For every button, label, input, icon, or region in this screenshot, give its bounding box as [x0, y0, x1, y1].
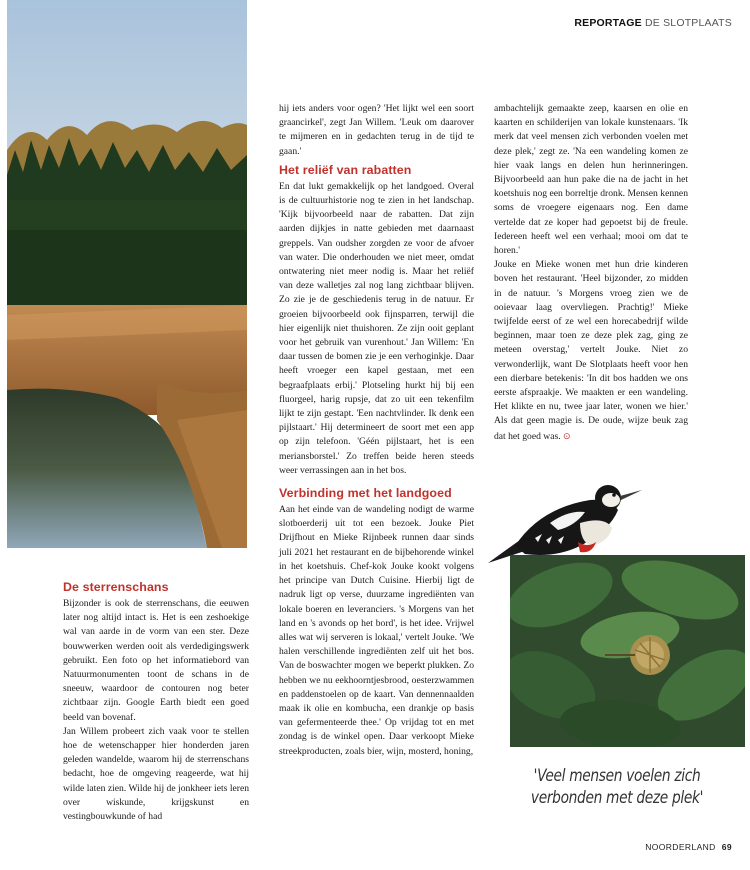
section-title: DE SLOTPLAATS: [644, 17, 732, 29]
paragraph: [494, 258, 688, 444]
column-2: [279, 102, 474, 759]
end-mark-icon: ⊙: [563, 430, 571, 441]
paragraph: En dat lukt gemakkelijk op het landgoed. Overal is de cultuurhistorie nog te zien in het landschap. 'Kijk bijvoorbeeld naar de rabatten. Dat zijn aarden dijkjes in natte gebieden met daarnaast greppels. Van oudsher zorgden ze voor de afvoer van water. Die onderhouden we niet meer, omdat ontwatering niet meer nodig is. Maar het reliëf van deze walletjes zal nog lang zichtbaar blijven. Zo zie je de geschiedenis terug in de natuur. Er groeien bijvoorbeeld ook fijnsparren, terwijl die hier eigenlijk niet thuishoren. Ze zijn ooit geplant voor het gebruik van vurenhout.' Jan Willem: 'En daar tussen de bomen zie je een verhoginkje. Daar heeft vroeger een kapel gestaan, met een begraafplaats erbij.' Plotseling hurkt hij bij een fluorgeel, harig rupsje, dat zo uit een tekenfilm lijkt te zijn gestapt. 'Een nachtvlinder. Ik denk een pijlstaart.' Hij determineert de soort met een app op zijn telefoon. 'Géén pijlstaart, het is een meriansborstel.' Zo treffen beide heren steeds weer verrassingen aan in het bos.: [279, 180, 474, 476]
column-1: [63, 576, 249, 824]
heading-relief-van-rabatten: Het reliëf van rabatten: [279, 162, 412, 177]
beech-leaves-photo: [510, 555, 745, 747]
paragraph-text: Jouke en Mieke wonen met hun drie kinderen boven het restaurant. 'Heel bijzonder, zo midden in de natuur. 's Morgens vroeg zien we de ooievaar laag overvliegen. Prachtig!' Mieke twijfelde eerst of ze wel een horecabedrijf wilde beginnen, maar toen ze deze plek zag, ging ze meteen overstag,' vertelt Jouke. Niet zo verwonderlijk, want De Slotplaats heeft voor hen een dierbare betekenis: 'In dit bos hadden we ons eerste afspraakje. We maakten er een wandeling. Het klikte en nu, twee jaar later, wonen we hier.' Als dat geen magie is. De oude, wijze beuk zag dat het goed was.: [494, 259, 688, 442]
paragraph: Jan Willem probeert zich vaak voor te stellen hoe de wetenschapper hier honderden jaren geleden wandelde, waarom hij de sterrenschans bedacht, hoe de omgeving reageerde, wat hij wilde laten zien. Wilde hij de jonkheer iets leren over wiskunde, krijgskunst en vestingbouwkunde of had: [63, 725, 249, 823]
paragraph: ambachtelijk gemaakte zeep, kaarsen en olie en kaarten en schilderijen van lokale kunstenaars. 'Ik merk dat veel mensen zich verbonden voelen met deze plek,' zegt ze. 'Na een wandeling komen ze hier vaak langs en delen hun herinneringen. Bijvoorbeeld aan hun pake die na de jacht in het koetshuis nog een borreltje dronk. Mensen kennen soms de vroegere eigenaars nog. Een dame vertelde dat ze koper had gepoetst bij de freule. Iedereen heeft wel een verhaal; mooi om dat te horen.': [494, 103, 688, 257]
pull-quote: 'Veel mensen voelen zich verbonden met deze plek': [530, 765, 704, 807]
woodpecker-photo: [480, 468, 650, 568]
paragraph: hij iets anders voor ogen? 'Het lijkt wel een soort graancirkel', zegt Jan Willem. 'Leuk om daarover te mijmeren en in gedachten terug in de tijd te gaan.': [279, 103, 474, 157]
column-3: [494, 102, 688, 444]
heading-sterrenschans: De sterrenschans: [63, 580, 169, 594]
paragraph: Aan het einde van de wandeling nodigt de warme slotboerderij uit tot een bezoek. Jouke Piet Drijfhout en Mieke Rijnbeek runnen daar sinds juli 2021 het restaurant en de bijbehorende winkel in het koetshuis. Chef-kok Jouke kookt volgens het principe van Dutch Cuisine. Hierbij ligt de nadruk ligt op verse, duurzame ingrediënten van lokale boeren en leveranciers. 's Morgens van het land en 's avonds op het bord', is het idee. Vrijwel alles wat wij serveren is lokaal,' vertelt Jouke. 'We halen verschillende ingrediënten zelf uit het bos. Van de boswachter mogen we beperkt plukken. Zo hebben we nu eekhoorntjesbrood, oesterzwammen en paddenstoelen op de kaart. Van dennennaalden maak ik olie en kombucha, een drankje op basis van gefermenteerde thee.' Op vrijdag tot en met zondag is de winkel open. Daar verkoopt Mieke streekproducten, zoals bier, wijn, mosterd, honing,: [279, 504, 474, 757]
page-footer: [645, 842, 732, 852]
section-label: REPORTAGE: [574, 17, 642, 29]
paragraph: Bijzonder is ook de sterrenschans, die eeuwen later nog altijd intact is. Het is een zeshoekige wal van aarde in de vorm van een ster. Deze bouwwerken werden ooit als verdedigingswerk gebruikt. Een foto op het informatiebord van Natuurmonumenten toont de schans in de sneeuw, waardoor de contouren nog beter zichtbaar zijn. Google Earth biedt een goed beeld van bovenaf.: [63, 598, 249, 723]
page-header: [574, 17, 732, 29]
page-number: 69: [721, 842, 732, 852]
magazine-name: NOORDERLAND: [645, 842, 716, 852]
forest-lake-photo: [7, 0, 247, 548]
heading-verbinding-met-het-landgoed: Verbinding met het landgoed: [279, 486, 452, 501]
